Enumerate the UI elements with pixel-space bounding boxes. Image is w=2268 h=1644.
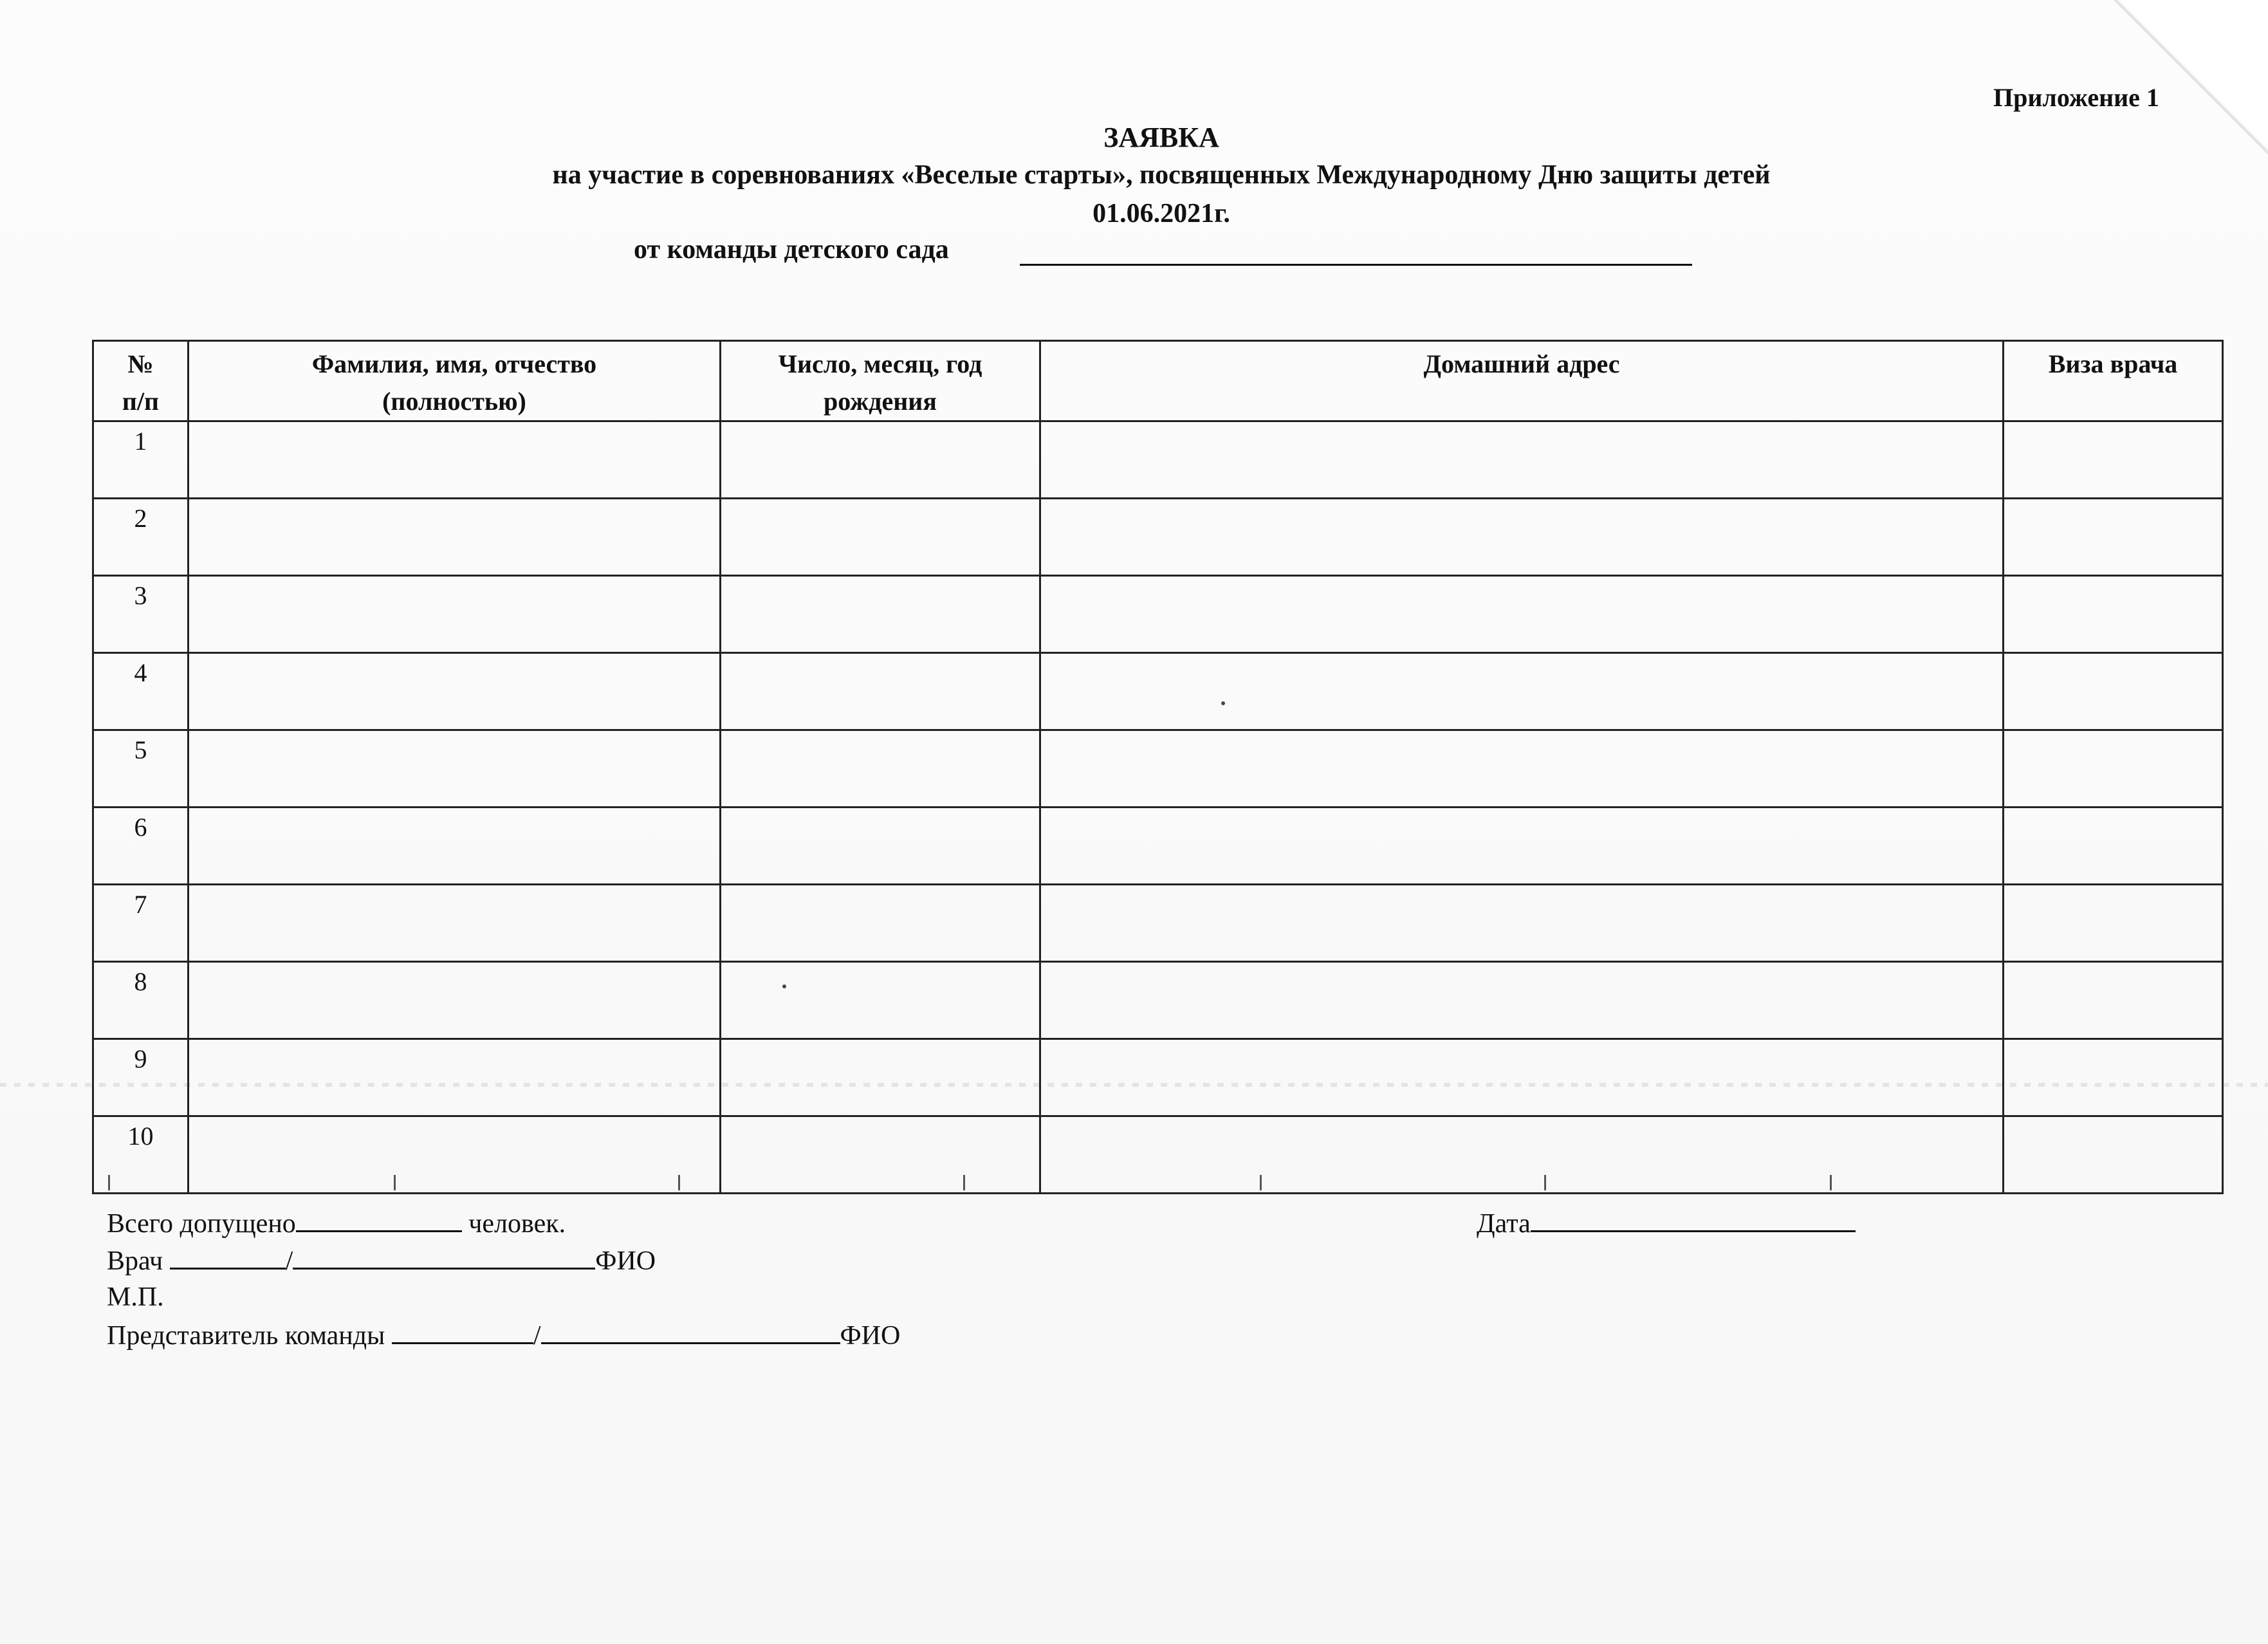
address-cell[interactable] xyxy=(1040,1039,2004,1116)
visa-cell[interactable] xyxy=(2004,421,2223,499)
header-address: Домашний адрес xyxy=(1040,341,2004,421)
table-row xyxy=(93,1039,2223,1116)
table-row xyxy=(93,576,2223,653)
name-cell[interactable] xyxy=(189,421,721,499)
table-row xyxy=(93,421,2223,499)
row-number: 8 xyxy=(93,962,189,1039)
name-cell[interactable] xyxy=(189,962,721,1039)
stamp-line xyxy=(107,1282,164,1313)
date-blank[interactable] xyxy=(1531,1207,1856,1232)
event-date: 01.06.2021г. xyxy=(1093,199,1230,228)
doctor-slash: / xyxy=(285,1246,293,1276)
visa-cell[interactable] xyxy=(2004,808,2223,885)
row-number: 1 xyxy=(93,421,189,499)
table-header-row xyxy=(93,341,2223,421)
team-name-blank[interactable] xyxy=(1020,264,1692,266)
document-subtitle: на участие в соревнованиях «Веселые старты», посвященных Международному Дню защиты детей xyxy=(552,160,1771,190)
stamp-label: М.П. xyxy=(107,1282,164,1312)
representative-fio-label: ФИО xyxy=(840,1321,901,1351)
address-cell[interactable] xyxy=(1040,962,2004,1039)
address-cell[interactable] xyxy=(1040,730,2004,808)
row-number: 4 xyxy=(93,653,189,730)
name-cell[interactable] xyxy=(189,1039,721,1116)
visa-cell[interactable] xyxy=(2004,499,2223,576)
address-cell[interactable] xyxy=(1040,885,2004,962)
representative-signature-blank[interactable] xyxy=(392,1319,533,1344)
representative-slash: / xyxy=(533,1321,541,1351)
name-cell[interactable] xyxy=(189,885,721,962)
name-cell[interactable] xyxy=(189,653,721,730)
visa-cell[interactable] xyxy=(2004,730,2223,808)
scan-dust xyxy=(782,984,786,988)
header-dob-line1: Число, месяц, год xyxy=(778,349,982,378)
scan-tick xyxy=(1260,1175,1262,1190)
name-cell[interactable] xyxy=(189,499,721,576)
header-name-line2: (полностью) xyxy=(382,387,526,416)
date-label: Дата xyxy=(1477,1209,1531,1239)
visa-cell[interactable] xyxy=(2004,1116,2223,1194)
row-number: 9 xyxy=(93,1039,189,1116)
doctor-line xyxy=(107,1244,656,1277)
doctor-signature-blank[interactable] xyxy=(170,1244,286,1270)
appendix-label: Приложение 1 xyxy=(1993,83,2159,112)
admitted-prefix: Всего допущено xyxy=(107,1209,296,1239)
name-cell[interactable] xyxy=(189,730,721,808)
name-cell[interactable] xyxy=(189,808,721,885)
scan-dust xyxy=(1221,701,1225,705)
dob-cell[interactable] xyxy=(721,1116,1040,1194)
header-name xyxy=(189,341,721,421)
dob-cell[interactable] xyxy=(721,1039,1040,1116)
representative-label: Представитель команды xyxy=(107,1321,385,1351)
name-cell[interactable] xyxy=(189,1116,721,1194)
header-num xyxy=(93,341,189,421)
row-number: 2 xyxy=(93,499,189,576)
scan-tick xyxy=(108,1175,110,1190)
admitted-suffix: человек. xyxy=(468,1209,566,1239)
dob-cell[interactable] xyxy=(721,499,1040,576)
row-number: 10 xyxy=(93,1116,189,1194)
doctor-name-blank[interactable] xyxy=(293,1244,595,1270)
scan-tick xyxy=(678,1175,680,1190)
visa-cell[interactable] xyxy=(2004,576,2223,653)
row-number: 3 xyxy=(93,576,189,653)
header-visa: Виза врача xyxy=(2004,341,2223,421)
date-line xyxy=(1477,1207,1856,1239)
scan-tick xyxy=(394,1175,396,1190)
table-row xyxy=(93,885,2223,962)
row-number: 5 xyxy=(93,730,189,808)
team-label: от команды детского сада xyxy=(634,235,949,264)
table-row xyxy=(93,962,2223,1039)
dob-cell[interactable] xyxy=(721,421,1040,499)
representative-line xyxy=(107,1319,900,1351)
dob-cell[interactable] xyxy=(721,653,1040,730)
row-number: 7 xyxy=(93,885,189,962)
table-row xyxy=(93,499,2223,576)
dob-cell[interactable] xyxy=(721,808,1040,885)
participants-table xyxy=(92,340,2224,1194)
table-row xyxy=(93,1116,2223,1194)
visa-cell[interactable] xyxy=(2004,653,2223,730)
address-cell[interactable] xyxy=(1040,1116,2004,1194)
scan-tick xyxy=(963,1175,965,1190)
visa-cell[interactable] xyxy=(2004,1039,2223,1116)
dob-cell[interactable] xyxy=(721,962,1040,1039)
table-row xyxy=(93,808,2223,885)
address-cell[interactable] xyxy=(1040,808,2004,885)
header-dob-line2: рождения xyxy=(824,387,937,416)
header-dob xyxy=(721,341,1040,421)
address-cell[interactable] xyxy=(1040,421,2004,499)
table-row xyxy=(93,730,2223,808)
visa-cell[interactable] xyxy=(2004,962,2223,1039)
dob-cell[interactable] xyxy=(721,885,1040,962)
table-row xyxy=(93,653,2223,730)
address-cell[interactable] xyxy=(1040,499,2004,576)
address-cell[interactable] xyxy=(1040,576,2004,653)
scan-tick xyxy=(1544,1175,1546,1190)
header-num-line1: № xyxy=(127,349,154,378)
dob-cell[interactable] xyxy=(721,730,1040,808)
representative-name-blank[interactable] xyxy=(541,1319,840,1344)
address-cell[interactable] xyxy=(1040,653,2004,730)
row-number: 6 xyxy=(93,808,189,885)
scan-tick xyxy=(1830,1175,1832,1190)
doctor-fio-label: ФИО xyxy=(595,1246,656,1276)
dob-cell[interactable] xyxy=(721,576,1040,653)
admitted-line xyxy=(107,1207,566,1239)
visa-cell[interactable] xyxy=(2004,885,2223,962)
name-cell[interactable] xyxy=(189,576,721,653)
document-title: ЗАЯВКА xyxy=(1103,122,1219,153)
admitted-count-blank[interactable] xyxy=(296,1207,462,1232)
header-name-line1: Фамилия, имя, отчество xyxy=(311,349,597,378)
header-num-line2: п/п xyxy=(122,387,160,416)
doctor-label: Врач xyxy=(107,1246,163,1276)
